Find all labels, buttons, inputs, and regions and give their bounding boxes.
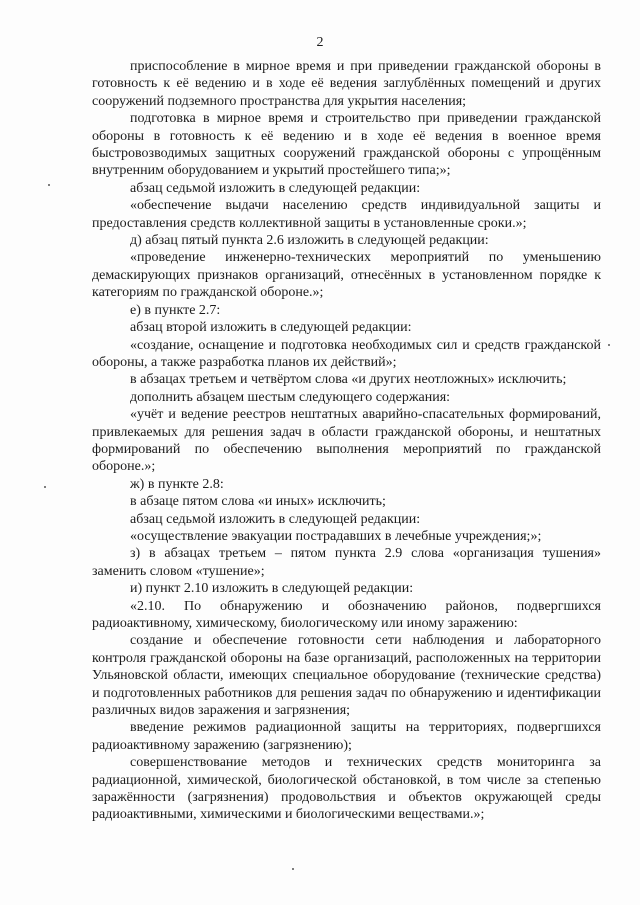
- paragraph: «2.10. По обнаружению и обозначению районов, подвергшихся радиоактивному, химическому, биологическому или иному заражению:: [92, 598, 601, 631]
- scan-speck: [48, 184, 50, 186]
- scan-speck: [44, 486, 46, 488]
- paragraph: ж) в пункте 2.8:: [130, 476, 224, 492]
- paragraph: абзац седьмой изложить в следующей редакции:: [130, 511, 421, 527]
- paragraph: «обеспечение выдачи населению средств индивидуальной защиты и предоставления средств коллективной защиты в установленные сроки.»;: [92, 198, 601, 231]
- paragraph: «проведение инженерно-технических мероприятий по уменьшению демаскирующих признаков организаций, отнесённых в установленном порядке к категориям по гражданской обороне.»;: [92, 250, 601, 301]
- paragraph: «учёт и ведение реестров нештатных аварийно-спасательных формирований, привлекаемых для решения задач в области гражданской обороны, и нештатных формирований по обеспечению выполнения мероприятий по гражданской обороне.»;: [92, 407, 601, 475]
- paragraph: и) пункт 2.10 изложить в следующей редакции:: [130, 581, 414, 597]
- scan-speck: [608, 344, 610, 346]
- paragraph: абзац седьмой изложить в следующей редакции:: [130, 180, 421, 196]
- paragraph: приспособление в мирное время и при приведении гражданской обороны в готовность к её ведению и в ходе её ведения заглублённых помещений и других сооружений подземного пространства для укрытия населения;: [92, 59, 601, 109]
- paragraph: е) в пункте 2.7:: [130, 302, 221, 318]
- paragraph: введение режимов радиационной защиты на территориях, подвергшихся радиоактивному заражению (загрязнению);: [92, 720, 601, 753]
- paragraph: «осуществление эвакуации пострадавших в лечебные учреждения;»;: [130, 528, 542, 544]
- paragraph: подготовка в мирное время и строительство при приведении гражданской обороны в готовность к её ведению и в ходе её ведения в военное время быстровозводимых защитных сооружений гражданской обороны с упрощённым внутренним оборудованием и укрытий простейшего типа;»;: [92, 111, 601, 179]
- paragraph: создание и обеспечение готовности сети наблюдения и лабораторного контроля гражданской обороны на базе организаций, расположенных на территории Ульяновской области, имеющих специальное оборудование (технические средства) и подготовленных работников для решения задач по обнаружению и идентификации различных видов заражения и загрязнения;: [92, 633, 601, 719]
- scan-speck: [292, 868, 294, 870]
- document-body: [92, 58, 601, 824]
- paragraph: совершенствование методов и технических средств мониторинга за радиационной, химической, биологической обстановкой, в том числе за степенью заражённости (загрязнения) продовольствия и объектов окружающей среды радиоактивными, химическими и биологическими веществами.»;: [92, 755, 601, 823]
- paragraph: в абзаце пятом слова «и иных» исключить;: [130, 494, 386, 510]
- paragraph: «создание, оснащение и подготовка необходимых сил и средств гражданской обороны, а также разработка планов их действий»;: [92, 337, 601, 370]
- paragraph: дополнить абзацем шестым следующего содержания:: [130, 389, 451, 405]
- paragraph: в абзацах третьем и четвёртом слова «и других неотложных» исключить;: [130, 372, 567, 388]
- page-number: 2: [316, 35, 324, 50]
- paragraph: з) в абзацах третьем – пятом пункта 2.9 слова «организация тушения» заменить словом «тушение»;: [92, 546, 601, 579]
- paragraph: абзац второй изложить в следующей редакции:: [130, 320, 412, 336]
- paragraph: д) абзац пятый пункта 2.6 изложить в следующей редакции:: [130, 233, 489, 249]
